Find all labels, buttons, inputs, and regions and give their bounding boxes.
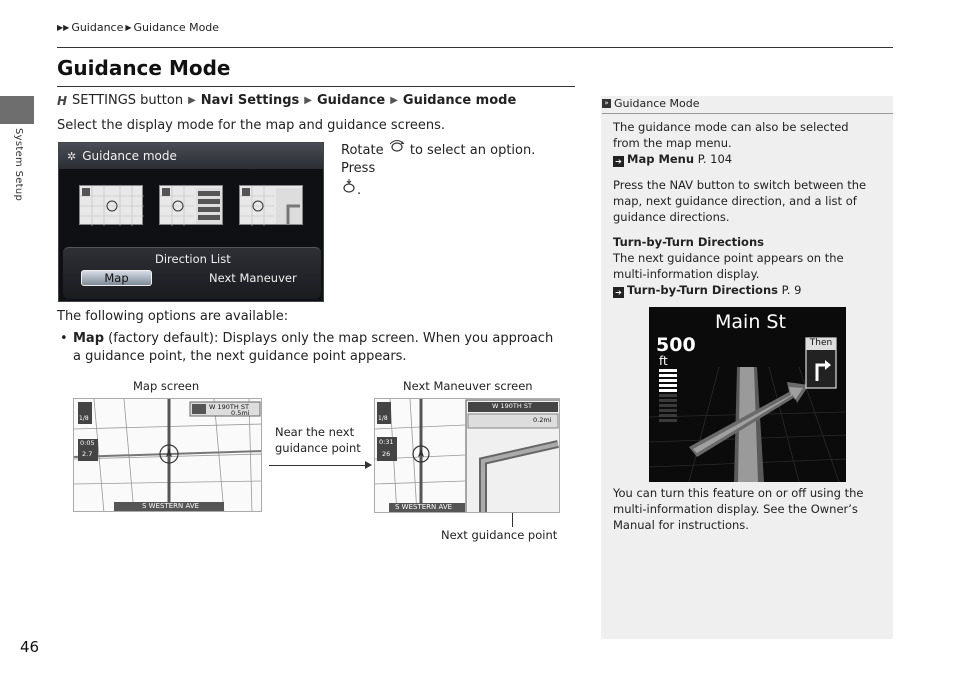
screen-header (59, 143, 323, 169)
page-number: 46 (20, 638, 40, 656)
map-mode-thumbnail (79, 185, 143, 225)
bullet-icon: • (60, 331, 68, 346)
ref-map-menu-page: P. 104 (697, 152, 733, 166)
display-street: Main St (715, 311, 786, 333)
guidance-mode-screen (58, 142, 324, 302)
ref-turn-page: P. 9 (781, 283, 802, 297)
breadcrumb-item-guidance-mode[interactable]: Guidance Mode (133, 21, 220, 34)
home-icon: H (57, 93, 68, 108)
near-guidance-caption: Near the next guidance point (275, 425, 361, 455)
map-sign-distance: 0.5mi (231, 409, 250, 417)
option-map[interactable]: Map (81, 270, 152, 286)
multi-information-display (649, 307, 846, 482)
sidebar-ref-map-menu[interactable] (613, 151, 875, 167)
screen-header-title: Guidance mode (82, 149, 177, 163)
next-map-distance: 26 (382, 450, 391, 458)
map-time: 0:05 (80, 439, 95, 447)
triangle-right-icon: ▶ (304, 95, 312, 106)
options-intro: The following options are available: (57, 309, 289, 324)
rotate-text-1: Rotate (341, 143, 384, 158)
sidebar-ref-turn-by-turn[interactable] (613, 282, 875, 298)
option-map-term: Map (73, 331, 105, 346)
next-street-bottom: S WESTERN AVE (395, 503, 453, 511)
sidebar-para-1-text: The guidance mode can also be selected from the map menu. (613, 120, 849, 150)
arrow-right-icon (365, 461, 372, 469)
section-tab-marker (0, 96, 34, 124)
path-start: SETTINGS button (72, 93, 184, 108)
next-maneuver-caption: Next Maneuver screen (403, 379, 533, 393)
sidebar-divider (602, 113, 893, 114)
next-street-sign: W 190TH ST (492, 402, 532, 410)
reference-arrow-icon: ➔ (613, 156, 624, 167)
double-chevron-icon: » (602, 99, 611, 108)
breadcrumb-item-guidance[interactable]: Guidance (71, 21, 124, 34)
sidebar-para-4: You can turn this feature on or off using the multi-information display. See the Owner’s Manual for instructions. (613, 486, 864, 532)
menu-path (57, 93, 516, 108)
interface-dial-icon (388, 138, 406, 160)
gear-icon: ✲ (67, 149, 77, 163)
next-maneuver-thumbnail (239, 185, 303, 225)
display-distance: 500 (656, 334, 696, 356)
reference-arrow-icon: ➔ (613, 287, 624, 298)
enter-button-icon (341, 178, 357, 200)
sidebar-para-3: The next guidance point appears on the multi-information display. (613, 251, 844, 281)
sidebar-title-text: Guidance Mode (614, 97, 700, 110)
sidebar-para-2: Press the NAV button to switch between the map, next guidance direction, and a list of guidance directions. (613, 178, 867, 224)
sidebar-title (602, 97, 700, 110)
section-tab-label: System Setup (13, 128, 24, 202)
sidebar-heading: Turn-by-Turn Directions (613, 235, 764, 249)
map-street-bottom: S WESTERN AVE (142, 502, 200, 510)
sidebar-para-1 (613, 119, 875, 167)
breadcrumb (57, 21, 219, 34)
rotate-text-2: to select an option. Press (341, 143, 536, 176)
triangle-right-icon: ▶▶ (57, 23, 70, 32)
header-divider (57, 47, 893, 48)
option-map-text: (factory default): Displays only the map screen. When you approach a guidance point, the next guidance point appears. (73, 331, 554, 364)
display-unit: ft (659, 354, 668, 368)
path-step-guidance: Guidance (316, 93, 386, 108)
ref-map-menu-label: Map Menu (627, 152, 695, 166)
next-map-time: 0:31 (379, 438, 394, 446)
next-sign-distance: 0.2mi (533, 416, 552, 424)
path-step-guidance-mode: Guidance mode (402, 93, 517, 108)
transition-arrow (269, 465, 369, 466)
next-maneuver-figure (374, 398, 560, 513)
map-screen-figure (73, 398, 262, 512)
callout-line (512, 513, 513, 527)
title-divider (57, 86, 575, 87)
triangle-right-icon: ▶ (390, 95, 398, 106)
rotate-text-end: . (357, 183, 362, 198)
rotate-instruction (341, 138, 571, 200)
path-step-navi-settings: Navi Settings (200, 93, 300, 108)
triangle-right-icon: ▶ (188, 95, 196, 106)
direction-list-thumbnail (159, 185, 223, 225)
intro-text: Select the display mode for the map and guidance screens. (57, 118, 446, 133)
option-next-maneuver[interactable]: Next Maneuver (209, 271, 297, 285)
map-distance: 2.7 (82, 450, 93, 458)
display-then: Then (809, 338, 833, 348)
next-guidance-point-caption: Next guidance point (441, 528, 558, 542)
map-street-sign: W 190TH ST (209, 403, 249, 411)
sidebar-turn-section (613, 234, 875, 298)
ref-turn-label: Turn-by-Turn Directions (627, 283, 778, 297)
page-title: Guidance Mode (57, 56, 231, 80)
map-scale: 1/8 (79, 415, 89, 422)
next-map-scale: 1/8 (378, 415, 388, 422)
option-map-description (60, 330, 560, 366)
map-screen-caption: Map screen (133, 379, 200, 393)
option-direction-list[interactable]: Direction List (155, 252, 231, 266)
triangle-right-icon: ▶ (125, 23, 132, 32)
